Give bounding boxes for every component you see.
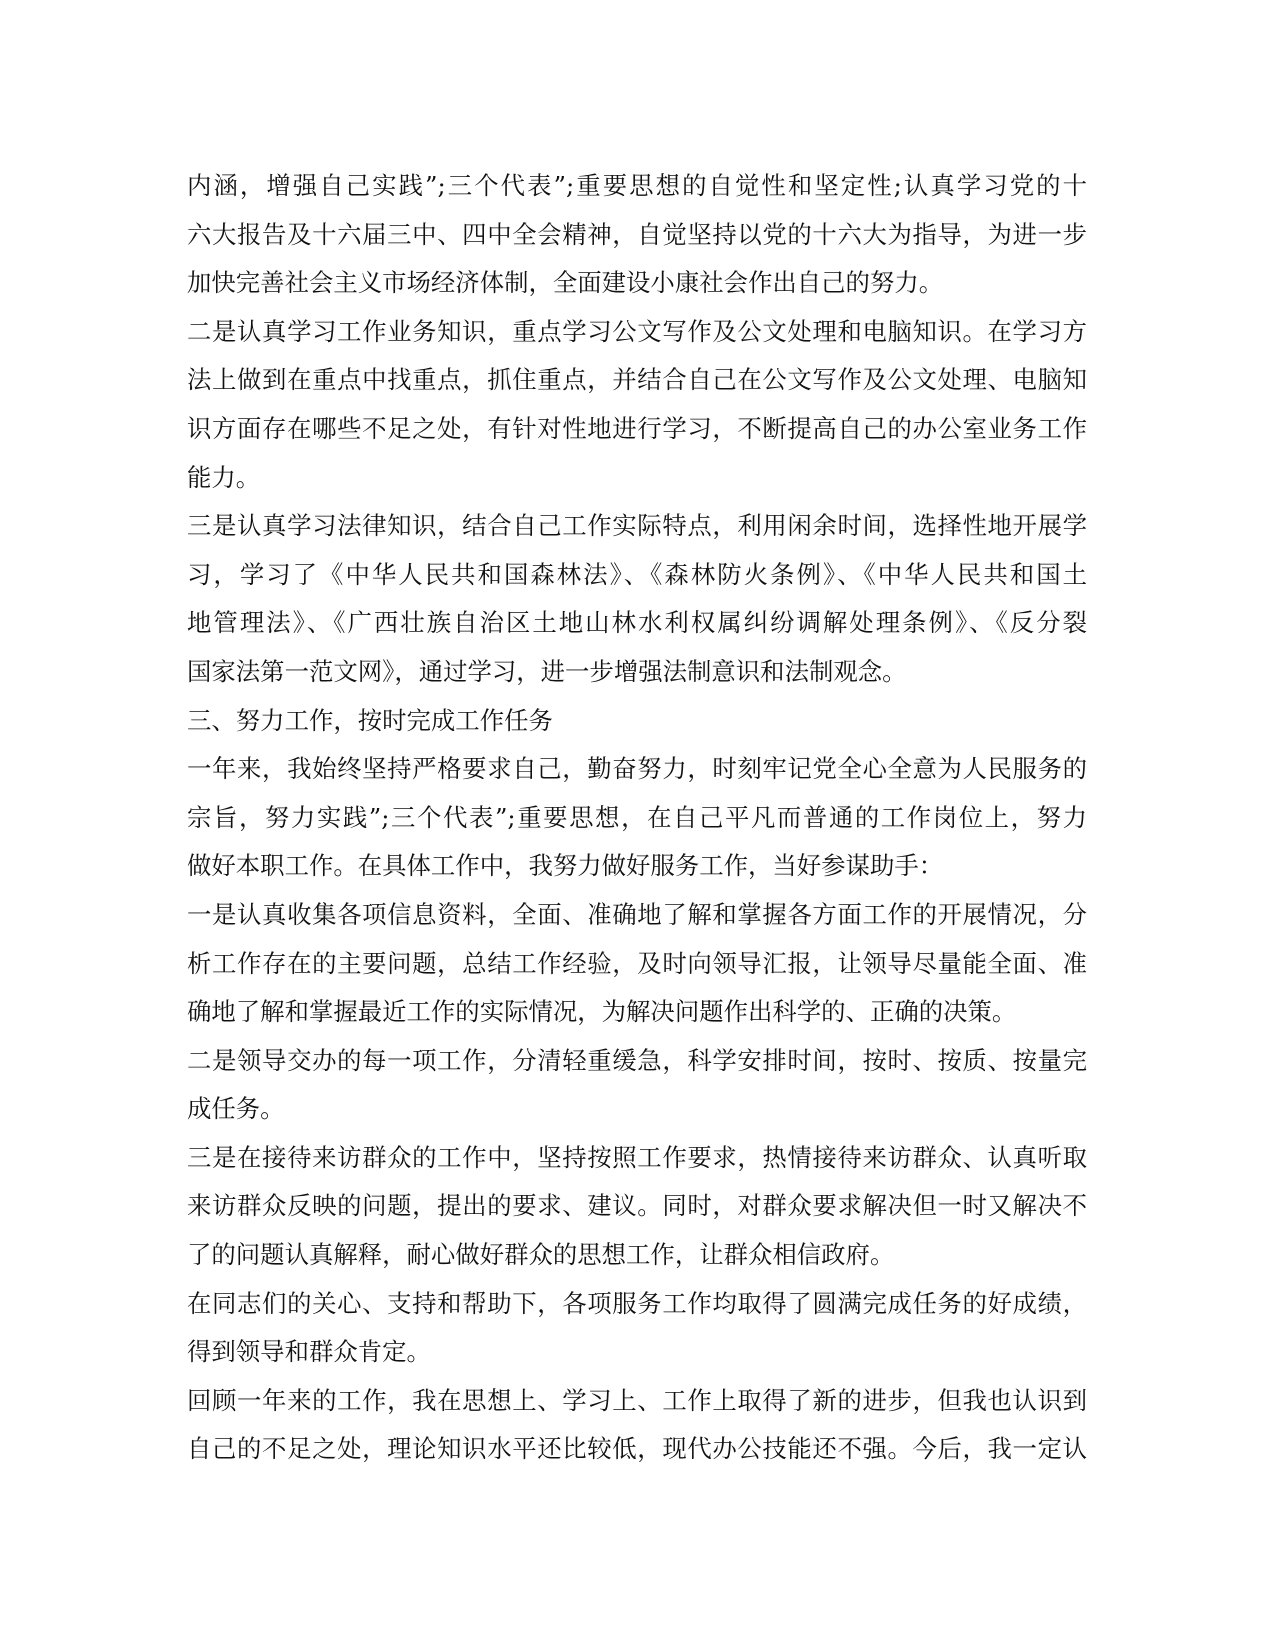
text-line: 内涵，增强自己实践”;三个代表”;重要思想的自觉性和坚定性;认真学习党的十 <box>187 171 1087 200</box>
text-line: 三是在接待来访群众的工作中，坚持按照工作要求，热情接待来访群众、认真听取 <box>187 1142 1087 1172</box>
text-line: 识方面存在哪些不足之处，有针对性地进行学习，不断提高自己的办公室业务工作 <box>187 413 1087 443</box>
text-line: 二是认真学习工作业务知识，重点学习公文写作及公文处理和电脑知识。在学习方 <box>187 316 1087 346</box>
text-line: 一年来，我始终坚持严格要求自己，勤奋努力，时刻牢记党全心全意为人民服务的 <box>187 754 1087 784</box>
text-line: 确地了解和掌握最近工作的实际情况，为解决问题作出科学的、正确的决策。 <box>187 997 1017 1027</box>
text-line: 成任务。 <box>187 1094 285 1124</box>
text-line: 了的问题认真解释，耐心做好群众的思想工作，让群众相信政府。 <box>187 1240 895 1270</box>
text-line: 宗旨，努力实践”;三个代表”;重要思想，在自己平凡而普通的工作岗位上，努力 <box>187 802 1087 832</box>
text-line: 六大报告及十六届三中、四中全会精神，自觉坚持以党的十六大为指导，为进一步 <box>187 219 1087 249</box>
text-line: 来访群众反映的问题，提出的要求、建议。同时，对群众要求解决但一时又解决不 <box>187 1191 1087 1221</box>
text-line: 做好本职工作。在具体工作中，我努力做好服务工作，当好参谋助手： <box>187 851 944 881</box>
text-line: 回顾一年来的工作，我在思想上、学习上、工作上取得了新的进步，但我也认识到 <box>187 1385 1087 1415</box>
text-line: 法上做到在重点中找重点，抓住重点，并结合自己在公文写作及公文处理、电脑知 <box>187 365 1087 395</box>
section-heading: 三、努力工作，按时完成工作任务 <box>187 705 553 735</box>
text-line: 国家法第一范文网》，通过学习，进一步增强法制意识和法制观念。 <box>187 656 907 686</box>
document-body <box>187 162 1087 1474</box>
text-line: 地管理法》、《广西壮族自治区土地山林水利权属纠纷调解处理条例》、《反分裂 <box>187 608 1087 638</box>
text-line: 析工作存在的主要问题，总结工作经验，及时向领导汇报，让领导尽量能全面、准 <box>187 948 1087 978</box>
text-line: 二是领导交办的每一项工作，分清轻重缓急，科学安排时间，按时、按质、按量完 <box>187 1045 1087 1075</box>
text-line: 三是认真学习法律知识，结合自己工作实际特点，利用闲余时间，选择性地开展学 <box>187 511 1087 541</box>
text-line: 一是认真收集各项信息资料，全面、准确地了解和掌握各方面工作的开展情况，分 <box>187 899 1087 929</box>
text-line: 加快完善社会主义市场经济体制，全面建设小康社会作出自己的努力。 <box>187 268 944 298</box>
text-line: 自己的不足之处，理论知识水平还比较低，现代办公技能还不强。今后，我一定认 <box>187 1434 1087 1464</box>
text-line: 习，学习了《中华人民共和国森林法》、《森林防火条例》、《中华人民共和国土 <box>187 559 1087 589</box>
text-line: 在同志们的关心、支持和帮助下，各项服务工作均取得了圆满完成任务的好成绩， <box>187 1288 1087 1318</box>
text-line: 能力。 <box>187 462 261 492</box>
text-line: 得到领导和群众肯定。 <box>187 1337 431 1367</box>
